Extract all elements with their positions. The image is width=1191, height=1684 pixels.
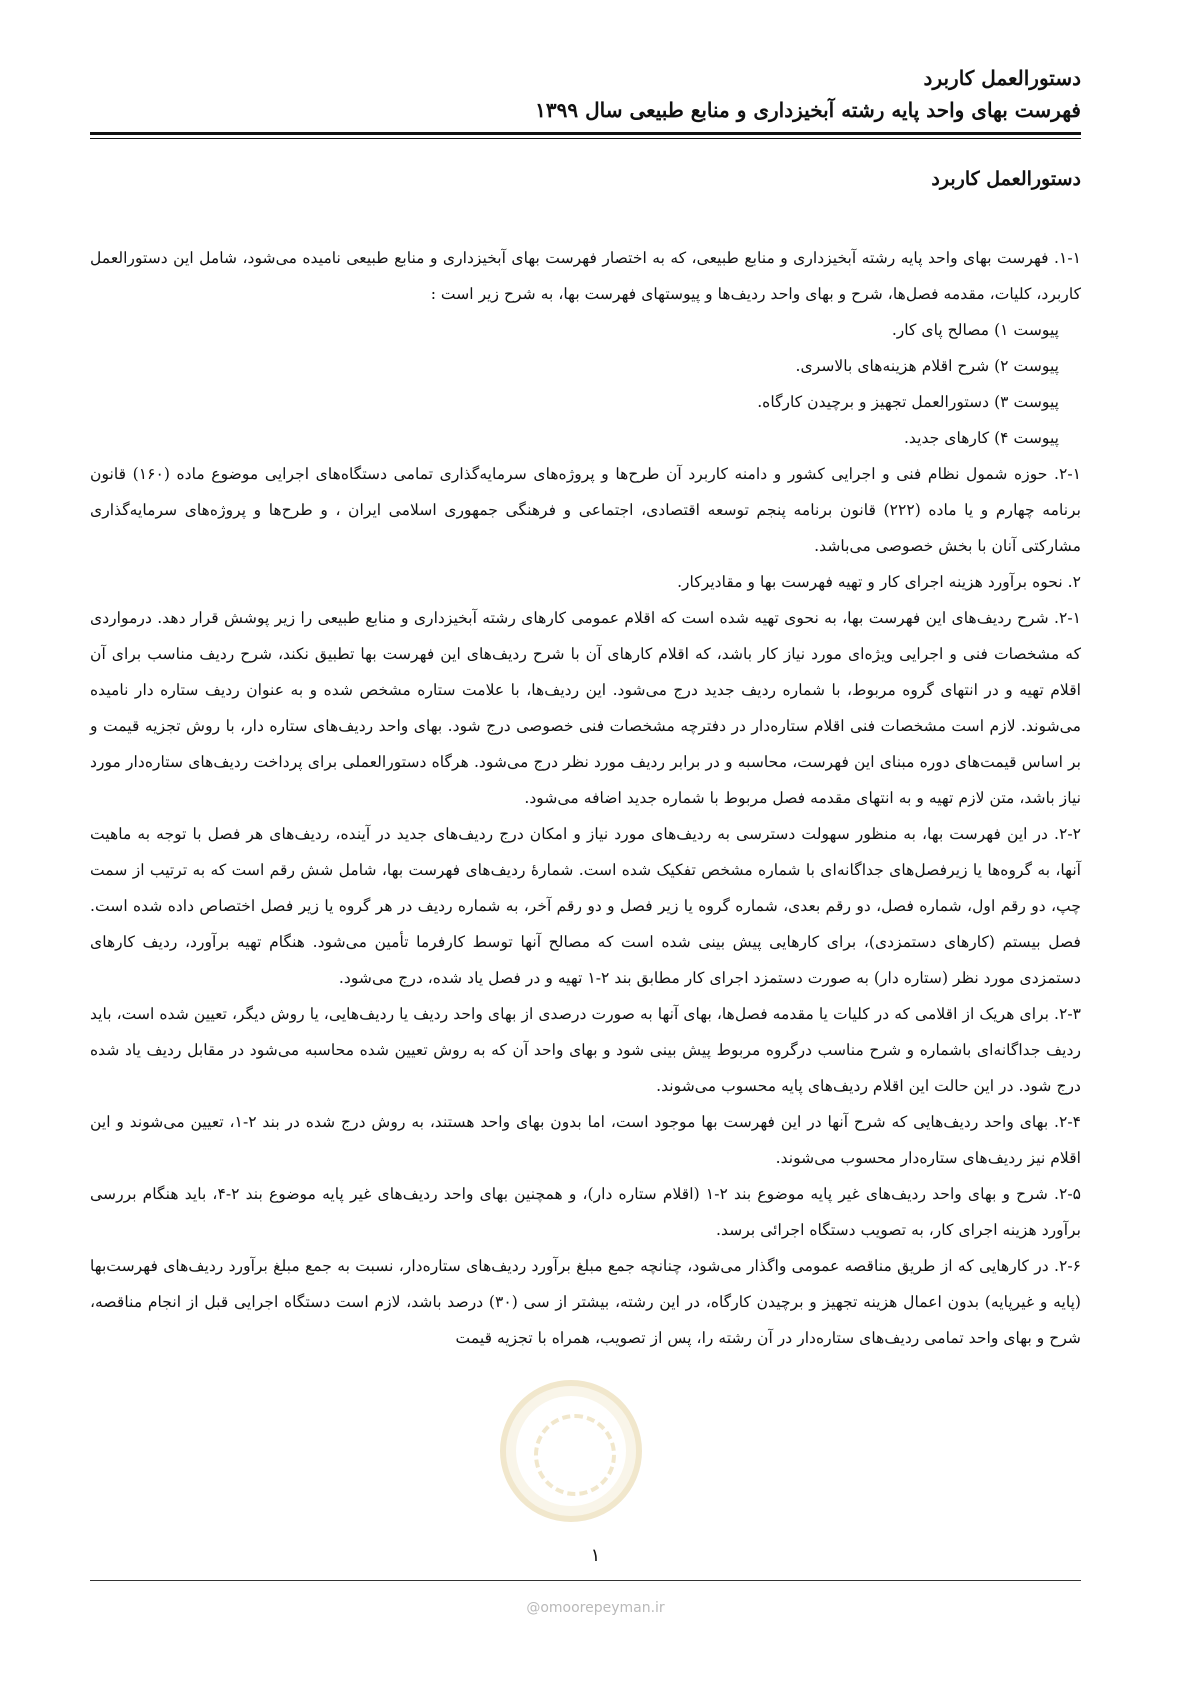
paragraph-heading: ۲. نحوه برآورد هزینه اجرای کار و تهیه فهرست بها و مقادیرکار. <box>677 573 1081 591</box>
watermark-text: @omoorepeyman.ir <box>526 1600 665 1616</box>
paragraph: ۲-۴. بهای واحد ردیف‌هایی که شرح آنها در این فهرست بها موجود است، اما بدون بهای واحد هستند، به روش درج شده در بند ۲-۱، تعیین می‌شوند و این اقلام نیز ردیف‌های ستاره‌دار محسوب می‌شوند. <box>90 1113 1081 1167</box>
paragraph: ۲-۳. برای هریک از اقلامی که در کلیات یا مقدمه فصل‌ها، بهای آنها به صورت درصدی از بهای واحد ردیف یا ردیف‌هایی، یا روش دیگر، تعیین شده است، باید ردیف جداگانه‌ای باشماره و شرح مناسب درگروه مربوط پیش بینی شود و بهای واحد آن که به روش تعیین شده محاسبه می‌شود در مقابل ردیف یاد شده درج شود. در این حالت این اقلام ردیف‌های پایه محسوب می‌شوند. <box>90 1005 1081 1095</box>
paragraph: ۲-۱. حوزه شمول نظام فنی و اجرایی کشور و دامنه کاربرد آن طرح‌ها و پروژه‌های سرمایه‌گذاری تمامی دستگاه‌های اجرایی موضوع ماده (۱۶۰) قانون برنامه چهارم و یا ماده (۲۲۲) قانون برنامه پنجم توسعه اقتصادی، اجتماعی و فرهنگی جمهوری اسلامی ایران ، و طرح‌ها و پروژه‌های سرمایه‌گذاری مشارکتی آنان با بخش خصوصی می‌باشد. <box>90 465 1081 555</box>
paragraph: ۲-۲. در این فهرست بها، به منظور سهولت دسترسی به ردیف‌های مورد نیاز و امکان درج ردیف‌های جدید در آینده، ردیف‌های هر فصل با توجه به ماهیت آنها، به گروه‌ها یا زیرفصل‌های جداگانه‌ای با شماره مشخص تفکیک شده است. شمارهٔ ردیف‌های فهرست بها، شامل شش رقم است که به ترتیب از سمت چپ، دو رقم اول، شماره فصل، دو رقم بعدی، شماره گروه یا زیر فصل و دو رقم آخر، به شماره ردیف در هر گروه یا زیر فصل اختصاص داده شده است. فصل بیستم (کارهای دستمزدی)، برای کارهایی پیش بینی شده است که مصالح آنها توسط کارفرما تأمین می‌شود. هنگام تهیه برآورد، ردیف کارهای دستمزدی مورد نظر (ستاره دار) به صورت دستمزد اجرای کار مطابق بند ۲-۱ تهیه و در فصل یاد شده، درج می‌شود. <box>90 825 1082 987</box>
footer-rule <box>90 1580 1081 1581</box>
seal-inner-ring <box>534 1414 616 1496</box>
appendix-item: پیوست ۲) شرح اقلام هزینه‌های بالاسری. <box>795 357 1059 375</box>
header-rule-thick <box>90 132 1081 135</box>
header-title: دستورالعمل کاربرد <box>923 66 1081 90</box>
appendix-item: پیوست ۱) مصالح پای کار. <box>891 321 1059 339</box>
header-rule-thin <box>90 138 1081 139</box>
paragraph: ۲-۶. در کارهایی که از طریق مناقصه عمومی واگذار می‌شود، چنانچه جمع مبلغ برآورد ردیف‌های ستاره‌دار، نسبت به جمع مبلغ برآورد ردیف‌های فهرست‌بها (پایه و غیرپایه) بدون اعمال هزینه تجهیز و برچیدن کارگاه، در این رشته، بیشتر از سی (۳۰) درصد باشد، لازم است دستگاه اجرایی قبل از انجام مناقصه، شرح و بهای واحد تمامی ردیف‌های ستاره‌دار در آن رشته را، پس از تصویب، همراه با تجزیه قیمت <box>90 1257 1081 1347</box>
paragraph: ۱-۱. فهرست بهای واحد پایه رشته آبخیزداری و منابع طبیعی، که به اختصار فهرست بهای آبخیزداری و منابع طبیعی نامیده می‌شود، شامل این دستورالعمل کاربرد، کلیات، مقدمه فصل‌ها، شرح و بهای واحد ردیف‌ها و پیوستهای فهرست بها، به شرح زیر است : <box>90 249 1081 303</box>
body-text <box>90 240 1081 1356</box>
appendix-item: پیوست ۳) دستورالعمل تجهیز و برچیدن کارگاه. <box>757 393 1059 411</box>
appendix-item: پیوست ۴) کارهای جدید. <box>903 429 1059 447</box>
paragraph: ۲-۵. شرح و بهای واحد ردیف‌های غیر پایه موضوع بند ۲-۱ (اقلام ستاره دار)، و همچنین بهای واحد ردیف‌های غیر پایه موضوع بند ۲-۴، باید هنگام بررسی برآورد هزینه اجرای کار، به تصویب دستگاه اجرائی برسد. <box>90 1185 1081 1239</box>
page-header <box>90 62 1081 126</box>
header-subtitle: فهرست بهای واحد پایه رشته آبخیزداری و منابع طبیعی سال ۱۳۹۹ <box>535 98 1081 122</box>
paragraph: ۲-۱. شرح ردیف‌های این فهرست بها، به نحوی تهیه شده است که اقلام عمومی کارهای رشته آبخیزداری و منابع طبیعی را زیر پوشش قرار دهد. درمواردی که مشخصات فنی و اجرایی ویژه‌ای مورد نیاز کار باشد، که اقلام کارهای آن با شرح ردیف‌های این فهرست بها تطبیق نکند، شرح ردیف مناسب برای آن اقلام تهیه و در انتهای گروه مربوط، با شماره ردیف جدید درج می‌شود. این ردیف‌ها، با علامت ستاره مشخص شده و به عنوان ردیف ستاره دار نامیده می‌شوند. لازم است مشخصات فنی اقلام ستاره‌دار در دفترچه مشخصات فنی خصوصی درج شود. بهای واحد ردیف‌های ستاره دار، با روش تجزیه قیمت و بر اساس قیمت‌های دوره مبنای این فهرست، محاسبه و در برابر ردیف مورد نظر درج می‌شود. هرگاه دستورالعملی برای پرداخت ردیف‌های ستاره‌دار مورد نیاز باشد، متن لازم تهیه و به انتهای مقدمه فصل مربوط با شماره جدید اضافه می‌شود. <box>90 609 1081 807</box>
page-number: ۱ <box>590 1545 601 1566</box>
section-title: دستورالعمل کاربرد <box>931 168 1081 190</box>
seal-stamp <box>500 1380 642 1522</box>
